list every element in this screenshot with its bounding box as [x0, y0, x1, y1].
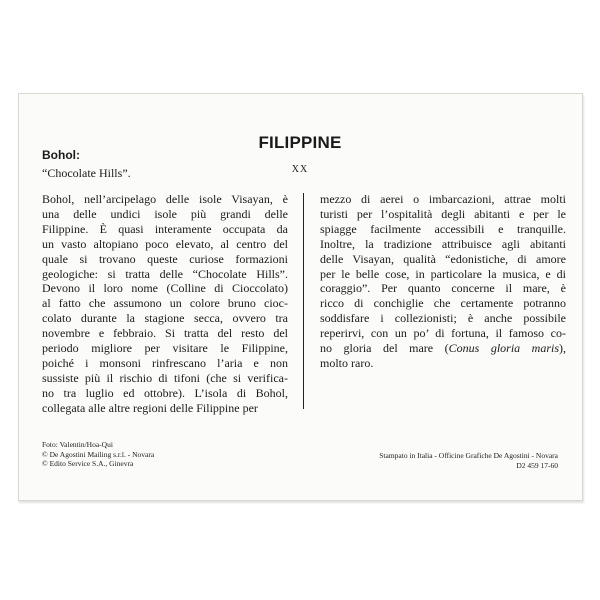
place-subtitle: “Chocolate Hills”.	[42, 166, 131, 180]
text-line: quale si trovano queste curiose formazioni	[42, 251, 288, 266]
copyright-line: © Edito Service S.A., Ginevra	[42, 459, 134, 469]
text-line: turisti per l’ospitalità degli abitanti e per le	[320, 206, 566, 221]
text-column-right	[320, 192, 566, 371]
text-line: soddisfare i collezionisti; è anche possibile	[320, 311, 566, 326]
text-line: novembre e febbraio. Si tratta del resto del	[42, 326, 288, 341]
card-code: D2 459 17-60	[516, 460, 558, 470]
text-column-left	[42, 192, 288, 416]
photo-credit: Foto: Valentin/Hoa-Qui	[42, 440, 113, 449]
text-line: molto raro.	[320, 355, 374, 370]
text-line: colato durante la stagione secca, ovvero tra	[42, 311, 288, 326]
text-line: Devono il loro nome (Colline di Cioccolato)	[42, 281, 288, 296]
copyright-line: © De Agostini Mailing s.r.l. - Novara	[42, 449, 155, 459]
printer-line: Stampato in Italia - Officine Grafiche De Agostini - Novara	[379, 451, 558, 460]
text-line	[320, 341, 566, 356]
text-line: al fatto che assumono un colore bruno cioc-	[42, 296, 288, 311]
place-heading: Bohol:	[42, 148, 80, 162]
text-line: una delle undici isole più grandi delle	[42, 206, 288, 221]
text-line: spiagge facilmente accessibili e tranquille.	[320, 221, 566, 236]
text-fragment: ),	[559, 341, 566, 356]
text-line: coraggio”. Per quanto concerne il mare, è	[320, 281, 566, 296]
credits-right	[379, 451, 558, 470]
card-number: XX	[291, 164, 309, 175]
text-line: no tra luglio ed ottobre). L’isola di Bohol,	[42, 385, 288, 400]
text-line: delle Visayan, qualità “edonistiche, di amore	[320, 251, 566, 266]
text-line: poiché i monsoni rinfrescano l’aria e non	[42, 355, 288, 370]
text-line: reperirvi, con un po’ di fortuna, il famoso co-	[320, 326, 566, 341]
text-line: Bohol, nell’arcipelago delle isole Visayan, è	[42, 192, 288, 206]
text-line: periodo migliore per visitare le Filippine,	[42, 341, 288, 356]
text-line: ricco di conchiglie che certamente potranno	[320, 296, 566, 311]
text-line: per le belle cose, in particolare la musica, e di	[320, 266, 566, 281]
text-line: geologiche: si tratta delle “Chocolate Hills”.	[42, 266, 288, 281]
card-title: FILIPPINE	[258, 133, 342, 152]
column-divider	[303, 193, 304, 409]
credits-left	[42, 440, 154, 469]
species-name: Conus gloria maris	[448, 341, 559, 356]
text-line: collegata alle altre regioni delle Filippine per	[42, 400, 258, 415]
text-line: un vasto altopiano poco elevato, al centro del	[42, 236, 288, 251]
text-line: sussiste più il rischio di tifoni (che si verifica-	[42, 370, 288, 385]
text-line: Inoltre, la tradizione attribuisce agli abitanti	[320, 236, 566, 251]
text-fragment: no gloria del mare (	[320, 341, 449, 356]
text-line: Filippine. È quasi interamente occupata da	[42, 221, 288, 236]
text-line: mezzo di aerei o imbarcazioni, attrae molti	[320, 192, 566, 206]
